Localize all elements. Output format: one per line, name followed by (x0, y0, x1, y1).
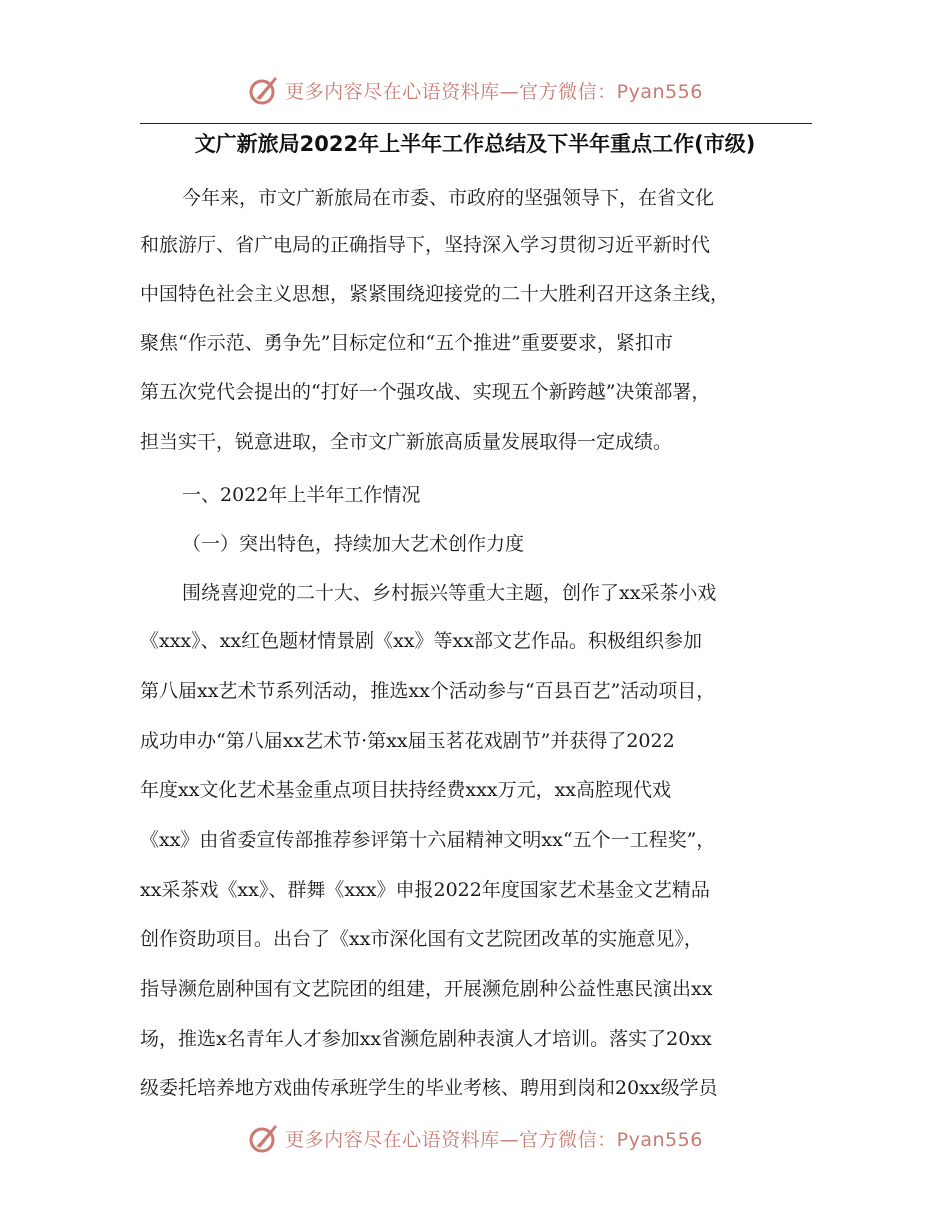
intro-line: 聚焦“作示范、勇争先”目标定位和“五个推进”重要要求，紧扣市 (140, 332, 673, 354)
body-line: xx采茶戏《xx》、群舞《xxx》申报2022年度国家艺术基金文艺精品 (140, 879, 710, 901)
body-line: 指导濒危剧种国有文艺院团的组建，开展濒危剧种公益性惠民演出xx (140, 978, 713, 1000)
watermark-banner-bottom (0, 1118, 950, 1158)
watermark-text: 更多内容尽在心语资料库—官方微信：Pyan556 (285, 80, 703, 103)
section-heading: 一、2022年上半年工作情况 (182, 484, 421, 506)
body-line: 创作资助项目。出台了《xx市深化国有文艺院团改革的实施意见》， (140, 928, 703, 950)
body-line: 成功申办“第八届xx艺术节·第xx届玉茗花戏剧节”并获得了2022 (140, 730, 675, 752)
intro-line: 第五次党代会提出的“打好一个强攻战、实现五个新跨越”决策部署， (140, 381, 711, 403)
quill-logo-icon (247, 1121, 281, 1155)
document-title: 文广新旅局2022年上半年工作总结及下半年重点工作(市级) (194, 132, 756, 156)
intro-line: 中国特色社会主义思想，紧紧围绕迎接党的二十大胜利召开这条主线， (140, 283, 730, 305)
body-line: 年度xx文化艺术基金重点项目扶持经费xxx万元，xx高腔现代戏 (140, 779, 672, 801)
watermark-text: 更多内容尽在心语资料库—官方微信：Pyan556 (285, 1128, 703, 1151)
intro-line: 担当实干，锐意进取，全市文广新旅高质量发展取得一定成绩。 (140, 431, 673, 453)
body-line: 《xxx》、xx红色题材情景剧《xx》等xx部文艺作品。积极组织参加 (140, 630, 702, 652)
body-line: 围绕喜迎党的二十大、乡村振兴等重大主题，创作了xx采茶小戏 (182, 582, 717, 604)
body-line: 第八届xx艺术节系列活动，推选xx个活动参与“百县百艺”活动项目， (140, 680, 716, 702)
intro-line: 今年来，市文广新旅局在市委、市政府的坚强领导下，在省文化 (182, 187, 715, 209)
body-line: 场，推选x名青年人才参加xx省濒危剧种表演人才培训。落实了20xx (140, 1028, 712, 1050)
header-rule (140, 123, 812, 124)
watermark-banner-top (0, 70, 950, 110)
body-line: 《xx》由省委宣传部推荐参评第十六届精神文明xx“五个一工程奖”， (140, 829, 716, 851)
quill-logo-icon (247, 73, 281, 107)
body-line: 级委托培养地方戏曲传承班学生的毕业考核、聘用到岗和20xx级学员 (140, 1077, 718, 1099)
subsection-heading: （一）突出特色，持续加大艺术创作力度 (182, 533, 525, 555)
intro-line: 和旅游厅、省广电局的正确指导下，坚持深入学习贯彻习近平新时代 (140, 234, 711, 256)
